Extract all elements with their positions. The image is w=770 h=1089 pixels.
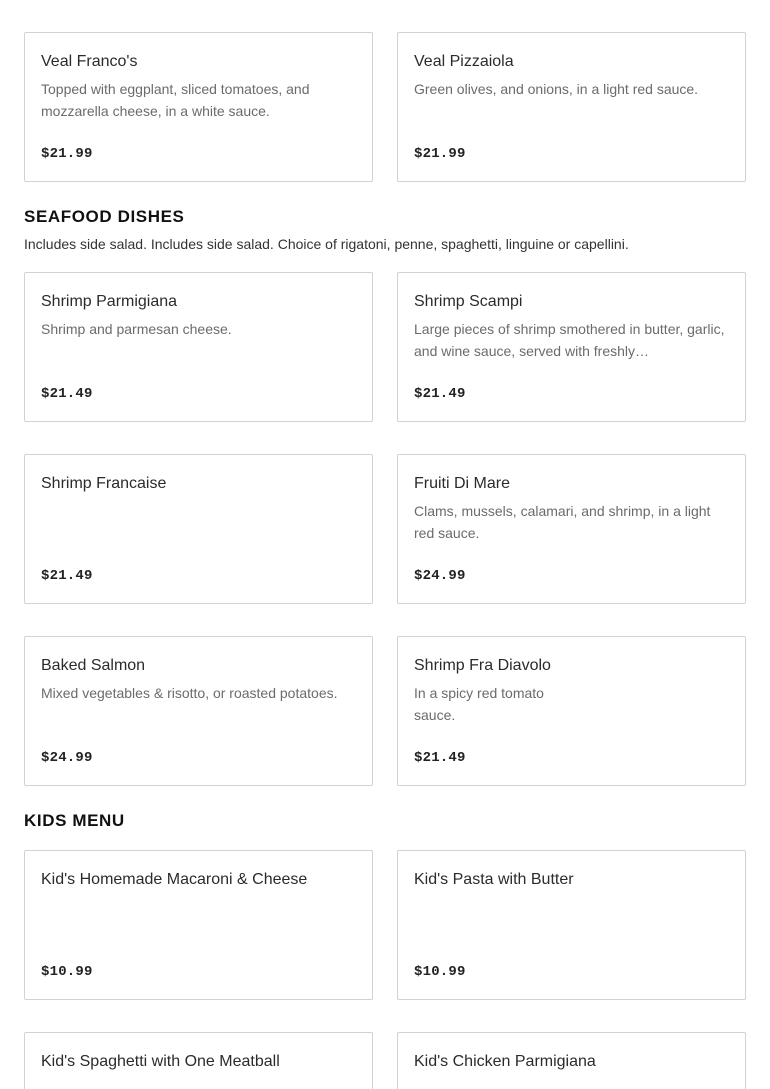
menu-item-description: Large pieces of shrimp smothered in butter, garlic, and wine sauce, served with freshly… [414,321,725,359]
seafood-items-grid [24,272,746,786]
menu-item-price: $21.49 [41,386,93,402]
section-title-kids: KIDS MENU [24,811,125,830]
menu-item-price: $21.99 [41,146,93,162]
menu-item-card[interactable] [24,454,373,604]
menu-item-price: $21.49 [414,750,466,766]
menu-item-card[interactable] [24,32,373,182]
menu-item-card[interactable] [397,636,746,786]
menu-item-description: Topped with eggplant, sliced tomatoes, and mozzarella cheese, in a white sauce. [41,81,310,119]
menu-item-name: Shrimp Francaise [41,475,167,492]
menu-item-name: Kid's Spaghetti with One Meatball [41,1053,280,1070]
menu-item-price: $24.99 [41,750,93,766]
menu-item-name: Baked Salmon [41,657,146,674]
menu-item-name: Kid's Pasta with Butter [414,871,574,888]
menu-item-description: Clams, mussels, calamari, and shrimp, in a light red sauce. [414,503,711,541]
menu-item-card[interactable] [397,850,746,1000]
menu-item-name: Veal Pizzaiola [414,53,514,70]
menu-item-card[interactable] [24,1032,373,1089]
menu-item-description: Mixed vegetables & risotto, or roasted potatoes. [41,685,338,701]
menu-item-description: Green olives, and onions, in a light red sauce. [414,81,699,97]
menu-item-card[interactable] [24,272,373,422]
menu-item-name: Shrimp Scampi [414,293,523,310]
menu-item-price: $24.99 [414,568,466,584]
menu-item-price: $21.49 [414,386,466,402]
menu-item-card[interactable] [397,1032,746,1089]
menu-item-name: Kid's Homemade Macaroni & Cheese [41,871,308,888]
menu-item-description: Shrimp and parmesan cheese. [41,321,232,337]
menu-item-name: Shrimp Parmigiana [41,293,178,310]
menu-item-price: $10.99 [41,964,93,980]
section-description-seafood: Includes side salad. Includes side salad. Choice of rigatoni, penne, spaghetti, linguine or capellini. [24,236,629,252]
menu-item-description: In a spicy red tomato sauce. [414,685,544,723]
menu-item-price: $21.49 [41,568,93,584]
menu-item-card[interactable] [397,454,746,604]
veal-items-grid [24,32,746,182]
menu-item-card[interactable] [397,272,746,422]
menu-item-price: $10.99 [414,964,466,980]
menu-item-name: Veal Franco's [41,53,138,70]
menu-item-card[interactable] [397,32,746,182]
menu-item-name: Shrimp Fra Diavolo [414,657,551,674]
menu-item-card[interactable] [24,636,373,786]
menu-item-name: Fruiti Di Mare [414,475,511,492]
kids-items-grid [24,850,746,1089]
menu-item-price: $21.99 [414,146,466,162]
menu-item-card[interactable] [24,850,373,1000]
menu-item-name: Kid's Chicken Parmigiana [414,1053,596,1070]
section-title-seafood: SEAFOOD DISHES [24,207,185,226]
